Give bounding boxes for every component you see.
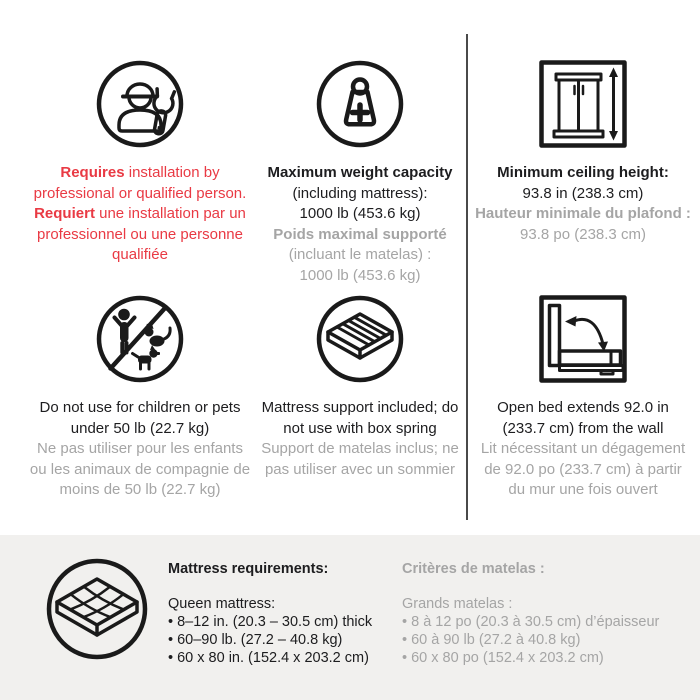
text-line: under 50 lb (22.7 kg): [70, 419, 210, 437]
mattress-requirements-fr: [402, 561, 659, 667]
text-line: Poids maximal supporté: [273, 225, 447, 243]
text-line: Minimum ceiling height:: [497, 164, 669, 181]
text-line: Do not use for children or pets: [39, 399, 241, 416]
spec-weight: [235, 58, 485, 286]
mattress-requirements-title: Mattress requirements:: [168, 561, 329, 577]
text-line: Lit nécessitant un dégagement: [480, 440, 686, 457]
install-text: [34, 163, 247, 266]
no-children-pets-text: [30, 398, 250, 501]
open-bed-text: [481, 398, 685, 501]
text-line: 93.8 in (238.3 cm): [522, 184, 644, 202]
ceiling-text: [475, 163, 691, 245]
text-line: (incluant le matelas) :: [288, 246, 432, 263]
text-line: Requires installation by: [60, 164, 220, 181]
list-item: • 60 x 80 in. (152.4 x 203.2 cm): [168, 649, 372, 667]
list-item: • 60–90 lb. (27.2 – 40.8 kg): [168, 631, 372, 649]
spec-open-bed: [458, 293, 700, 501]
weight-capacity-icon: [316, 60, 404, 148]
list-item: • 8 à 12 po (20.3 à 30.5 cm) d’épaisseur: [402, 613, 659, 631]
text-line: professionnel ou une personne: [36, 225, 243, 243]
text-line: Requiert une installation par un: [34, 205, 246, 222]
text-line: Ne pas utiliser pour les enfants: [37, 440, 243, 457]
text-line: professional or qualified person.: [33, 184, 247, 202]
list-item: • 8–12 in. (20.3 – 30.5 cm) thick: [168, 613, 372, 631]
mattress-requirements-en: [168, 561, 372, 667]
text-line: ou les animaux de compagnie de: [29, 460, 251, 478]
text-line: Support de matelas inclus; ne: [261, 440, 459, 457]
text-line: 1000 lb (453.6 kg): [299, 266, 421, 284]
text-line: Maximum weight capacity: [267, 164, 453, 181]
mattress-requirements-list-fr: [402, 613, 659, 667]
ceiling-height-icon: [537, 58, 629, 150]
installer-icon: [96, 60, 184, 148]
mattress-requirements-subtitle-fr: Grands matelas :: [402, 596, 513, 612]
spec-ceiling: [458, 58, 700, 245]
weight-text: [267, 163, 452, 286]
support-text: [261, 398, 459, 480]
open-bed-icon: [537, 293, 629, 385]
spec-support: [235, 293, 485, 480]
text-line: not use with box spring: [283, 419, 437, 437]
text-line: Mattress support included; do: [261, 399, 459, 416]
no-children-pets-icon: [96, 295, 184, 383]
text-line: 1000 lb (453.6 kg): [299, 205, 421, 222]
mattress-icon: [45, 557, 149, 661]
text-line: de 92.0 po (233.7 cm) à partir: [484, 460, 682, 478]
spec-install: [15, 58, 265, 266]
mattress-requirements-title-fr: Critères de matelas :: [402, 561, 545, 577]
mattress-requirements-section: [0, 535, 700, 700]
text-line: qualifiée: [112, 246, 168, 263]
text-line: Open bed extends 92.0 in: [497, 399, 669, 416]
text-line: pas utiliser avec un sommier: [264, 460, 456, 478]
mattress-requirements-list: [168, 613, 372, 667]
text-line: Hauteur minimale du plafond :: [475, 205, 691, 222]
text-line: 93.8 po (238.3 cm): [520, 225, 646, 243]
list-item: • 60 à 90 lb (27.2 à 40.8 kg): [402, 631, 659, 649]
mattress-requirements-subtitle: Queen mattress:: [168, 596, 276, 612]
text-line: moins de 50 lb (22.7 kg): [59, 481, 221, 498]
spec-no-children-pets: [15, 293, 265, 501]
text-line: (including mattress):: [292, 184, 428, 202]
text-line: du mur une fois ouvert: [508, 481, 658, 498]
text-line: (233.7 cm) from the wall: [502, 419, 664, 437]
list-item: • 60 x 80 po (152.4 x 203.2 cm): [402, 649, 659, 667]
mattress-support-icon: [316, 295, 404, 383]
